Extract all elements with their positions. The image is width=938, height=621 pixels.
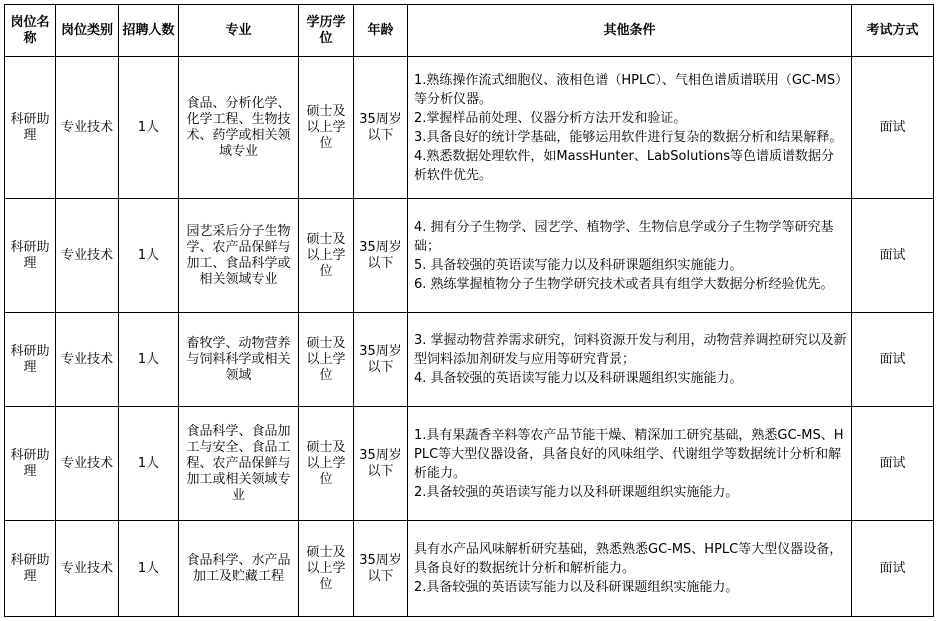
table-header-row	[5, 5, 934, 57]
cell-position-name: 科研助理	[5, 57, 56, 199]
cell-other-conditions	[408, 407, 852, 521]
condition-line: 6. 熟练掌握植物分子生物学研究技术或者具有组学大数据分析经验优先。	[414, 276, 834, 292]
cell-age: 35周岁以下	[354, 313, 408, 407]
table-row	[5, 407, 934, 521]
cell-degree: 硕士及以上学位	[299, 521, 354, 617]
cell-exam-method: 面试	[852, 407, 934, 521]
table-row	[5, 521, 934, 617]
header-major: 专业	[179, 5, 299, 57]
condition-line: 3. 掌握动物营养需求研究，饲料资源开发与利用，动物营养调控研究以及新型饲料添加剂研发与应用等研究背景；	[414, 333, 847, 367]
cell-age: 35周岁以下	[354, 57, 408, 199]
cell-other-conditions	[408, 199, 852, 313]
cell-position-type: 专业技术	[56, 199, 119, 313]
condition-line: 3.具备良好的统计学基础，能够运用软件进行复杂的数据分析和结果解释。	[414, 129, 843, 145]
cell-exam-method: 面试	[852, 199, 934, 313]
cell-major: 食品科学、水产品加工及贮藏工程	[179, 521, 299, 617]
cell-degree: 硕士及以上学位	[299, 313, 354, 407]
condition-line: 2.具备较强的英语读写能力以及科研课题组织实施能力。	[414, 484, 739, 500]
cell-recruit-count: 1人	[119, 57, 179, 199]
table-row	[5, 199, 934, 313]
condition-line: 4.熟悉数据处理软件，如MassHunter、LabSolutions等色谱质谱数据分析软件优先。	[414, 148, 835, 183]
cell-degree: 硕士及以上学位	[299, 199, 354, 313]
cell-recruit-count: 1人	[119, 199, 179, 313]
table-row	[5, 57, 934, 199]
cell-position-type: 专业技术	[56, 57, 119, 199]
header-degree: 学历学位	[299, 5, 354, 57]
condition-line: 1.熟练操作流式细胞仪、液相色谱（HPLC）、气相色谱质谱联用（GC-MS）等分析仪器。	[414, 72, 842, 107]
cell-position-name: 科研助理	[5, 521, 56, 617]
condition-line: 4. 具备较强的英语读写能力以及科研课题组织实施能力。	[414, 371, 743, 386]
cell-recruit-count: 1人	[119, 313, 179, 407]
cell-degree: 硕士及以上学位	[299, 407, 354, 521]
cell-position-type: 专业技术	[56, 407, 119, 521]
condition-line: 5. 具备较强的英语读写能力以及科研课题组织实施能力。	[414, 257, 743, 273]
cell-position-type: 专业技术	[56, 313, 119, 407]
cell-other-conditions	[408, 57, 852, 199]
cell-exam-method: 面试	[852, 313, 934, 407]
header-other-conditions: 其他条件	[408, 5, 852, 57]
header-position-name: 岗位名称	[5, 5, 56, 57]
cell-recruit-count: 1人	[119, 407, 179, 521]
header-exam-method: 考试方式	[852, 5, 934, 57]
table-row	[5, 313, 934, 407]
header-recruit-count: 招聘人数	[119, 5, 179, 57]
cell-degree: 硕士及以上学位	[299, 57, 354, 199]
condition-line: 4. 拥有分子生物学、园艺学、植物学、生物信息学或分子生物学等研究基础；	[414, 219, 834, 254]
cell-age: 35周岁以下	[354, 521, 408, 617]
cell-position-type: 专业技术	[56, 521, 119, 617]
cell-major: 畜牧学、动物营养与饲料科学或相关领域	[179, 313, 299, 407]
header-position-type: 岗位类别	[56, 5, 119, 57]
cell-major: 食品科学、食品加工与安全、食品工程、农产品保鲜与加工或相关领域专业	[179, 407, 299, 521]
cell-other-conditions	[408, 313, 852, 407]
cell-major: 园艺采后分子生物学、农产品保鲜与加工、食品科学或相关领域专业	[179, 199, 299, 313]
cell-exam-method: 面试	[852, 521, 934, 617]
cell-position-name: 科研助理	[5, 407, 56, 521]
cell-exam-method: 面试	[852, 57, 934, 199]
cell-position-name: 科研助理	[5, 199, 56, 313]
condition-line: 2.掌握样品前处理、仪器分析方法开发和验证。	[414, 110, 687, 126]
cell-major: 食品、分析化学、化学工程、生物技术、药学或相关领域专业	[179, 57, 299, 199]
condition-line: 2.具备较强的英语读写能力以及科研课题组织实施能力。	[414, 580, 739, 595]
condition-line: 具有水产品风味解析研究基础，熟悉熟悉GC-MS、HPLC等大型仪器设备，具备良好的数据统计分析和解析能力。	[414, 542, 843, 576]
condition-line: 1.具有果蔬香辛料等农产品节能干燥、精深加工研究基础，熟悉GC-MS、HPLC等大型仪器设备，具备良好的风味组学、代谢组学等数据统计分析和解析能力。	[414, 427, 844, 481]
cell-age: 35周岁以下	[354, 199, 408, 313]
cell-other-conditions	[408, 521, 852, 617]
cell-age: 35周岁以下	[354, 407, 408, 521]
cell-position-name: 科研助理	[5, 313, 56, 407]
cell-recruit-count: 1人	[119, 521, 179, 617]
header-age: 年龄	[354, 5, 408, 57]
recruitment-table	[4, 4, 934, 617]
